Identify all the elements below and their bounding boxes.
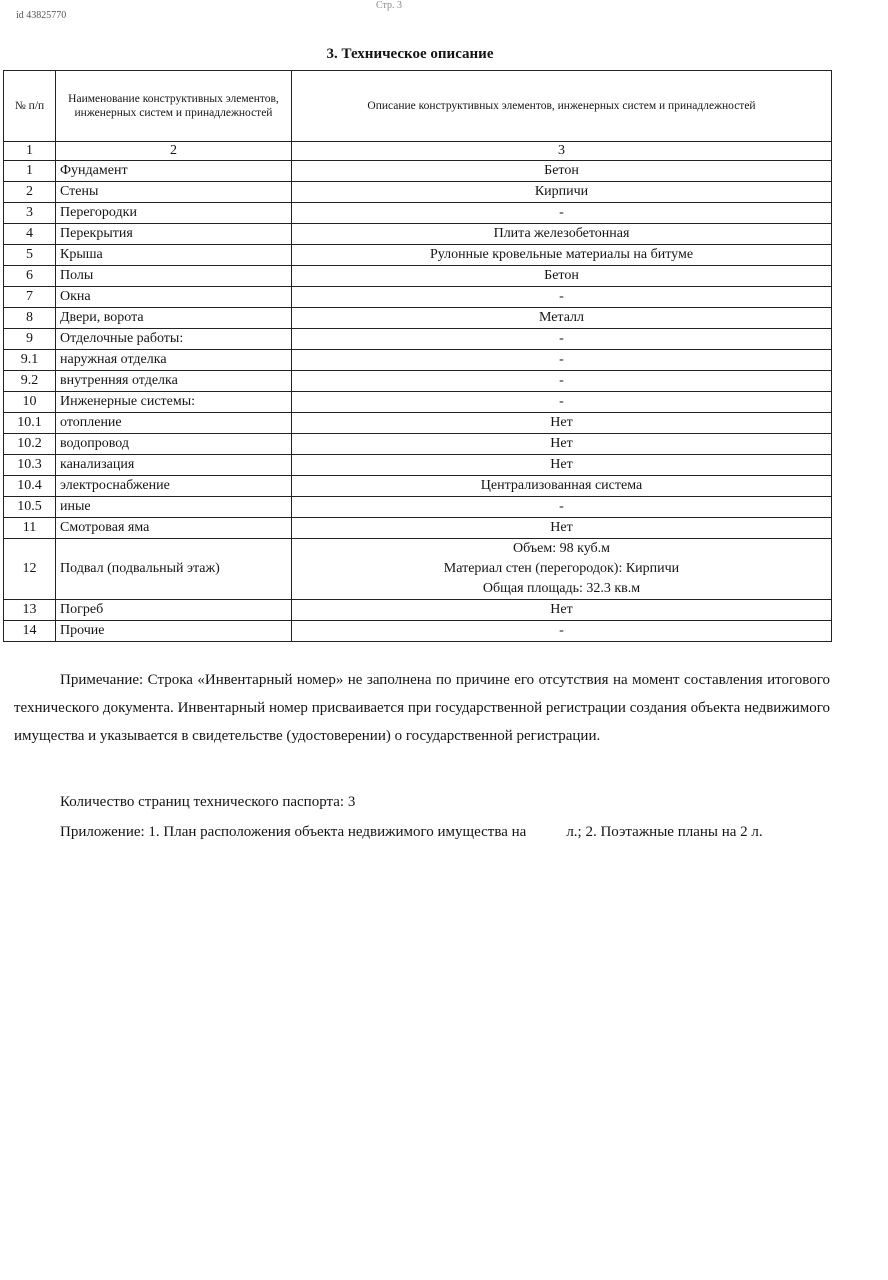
basement-detail-line: Объем: 98 куб.м <box>513 541 610 556</box>
row-number: 12 <box>4 539 56 600</box>
element-name: Смотровая яма <box>56 518 292 539</box>
table-row <box>4 350 832 371</box>
element-name: отопление <box>56 413 292 434</box>
table-row <box>4 245 832 266</box>
element-description: Плита железобетонная <box>292 224 832 245</box>
appendix-part-1: Приложение: 1. План расположения объекта недвижимого имущества на <box>60 824 527 840</box>
row-number: 5 <box>4 245 56 266</box>
row-number: 13 <box>4 600 56 621</box>
element-name: Крыша <box>56 245 292 266</box>
row-number: 1 <box>4 161 56 182</box>
section-title: 3. Техническое описание <box>326 46 494 62</box>
element-description: - <box>292 392 832 413</box>
table-row <box>4 371 832 392</box>
element-description: Нет <box>292 413 832 434</box>
page-marker: Стр. 3 <box>376 0 403 11</box>
table-row <box>4 497 832 518</box>
element-name: внутренняя отделка <box>56 371 292 392</box>
column-number-row <box>4 142 832 161</box>
element-description: Централизованная система <box>292 476 832 497</box>
table-row <box>4 539 832 600</box>
header-element-description: Описание конструктивных элементов, инженерных систем и принадлежностей <box>292 71 832 142</box>
element-description <box>292 539 832 600</box>
element-description: - <box>292 203 832 224</box>
element-description: Металл <box>292 308 832 329</box>
element-description: Кирпичи <box>292 182 832 203</box>
appendix-paragraph <box>14 818 830 846</box>
element-name: электроснабжение <box>56 476 292 497</box>
element-name: Двери, ворота <box>56 308 292 329</box>
element-description: - <box>292 621 832 642</box>
row-number: 4 <box>4 224 56 245</box>
element-description: - <box>292 287 832 308</box>
row-number: 2 <box>4 182 56 203</box>
table-row <box>4 434 832 455</box>
basement-detail-line: Общая площадь: 32.3 кв.м <box>482 581 641 596</box>
element-description: Рулонные кровельные материалы на битуме <box>292 245 832 266</box>
element-description: - <box>292 497 832 518</box>
table-row <box>4 329 832 350</box>
element-name: Подвал (подвальный этаж) <box>56 539 292 600</box>
element-name: наружная отделка <box>56 350 292 371</box>
table-row <box>4 224 832 245</box>
element-name: иные <box>56 497 292 518</box>
basement-detail-line: Материал стен (перегородок): Кирпичи <box>443 561 680 576</box>
table-row <box>4 287 832 308</box>
note-text: Примечание: Строка «Инвентарный номер» не заполнена по причине его отсутствия на момент составления итогового технического документа. Инвентарный номер присваивается при государственной регистрации создания объекта недвижимого имущества и указывается в свидетельстве (удостоверении) о государственной регистрации. <box>14 672 830 744</box>
table-header-row <box>4 71 832 142</box>
element-name: Прочие <box>56 621 292 642</box>
table-row <box>4 455 832 476</box>
row-number: 10.3 <box>4 455 56 476</box>
element-name: Инженерные системы: <box>56 392 292 413</box>
technical-description-table <box>3 70 832 642</box>
element-description: - <box>292 350 832 371</box>
row-number: 7 <box>4 287 56 308</box>
element-name: Фундамент <box>56 161 292 182</box>
row-number: 10.5 <box>4 497 56 518</box>
element-name: Окна <box>56 287 292 308</box>
note-paragraph <box>14 666 830 750</box>
element-description: Нет <box>292 600 832 621</box>
element-description: - <box>292 371 832 392</box>
element-description: Нет <box>292 455 832 476</box>
row-number: 6 <box>4 266 56 287</box>
element-description: Нет <box>292 434 832 455</box>
table-row <box>4 413 832 434</box>
table-row <box>4 392 832 413</box>
element-description: - <box>292 329 832 350</box>
row-number: 10.4 <box>4 476 56 497</box>
header-element-name: Наименование конструктивных элементов, инженерных систем и принадлежностей <box>56 71 292 142</box>
row-number: 8 <box>4 308 56 329</box>
document-id: id 43825770 <box>16 10 67 21</box>
row-number: 10.2 <box>4 434 56 455</box>
table-row <box>4 600 832 621</box>
header-number: № п/п <box>4 71 56 142</box>
element-name: Полы <box>56 266 292 287</box>
table-row <box>4 518 832 539</box>
element-description: Бетон <box>292 266 832 287</box>
row-number: 9.2 <box>4 371 56 392</box>
table-row <box>4 161 832 182</box>
element-name: водопровод <box>56 434 292 455</box>
element-description: Бетон <box>292 161 832 182</box>
element-name: Стены <box>56 182 292 203</box>
page-count-line: Количество страниц технического паспорта: 3 <box>60 794 356 810</box>
element-description: Нет <box>292 518 832 539</box>
column-number: 1 <box>4 142 56 161</box>
appendix-part-2: л.; 2. Поэтажные планы на 2 л. <box>566 824 763 840</box>
row-number: 10.1 <box>4 413 56 434</box>
element-name: Отделочные работы: <box>56 329 292 350</box>
row-number: 3 <box>4 203 56 224</box>
element-name: Перекрытия <box>56 224 292 245</box>
row-number: 14 <box>4 621 56 642</box>
table-row <box>4 621 832 642</box>
element-name: Погреб <box>56 600 292 621</box>
table-row <box>4 182 832 203</box>
element-name: канализация <box>56 455 292 476</box>
row-number: 10 <box>4 392 56 413</box>
column-number: 2 <box>56 142 292 161</box>
row-number: 11 <box>4 518 56 539</box>
row-number: 9 <box>4 329 56 350</box>
table-row <box>4 203 832 224</box>
row-number: 9.1 <box>4 350 56 371</box>
table-row <box>4 476 832 497</box>
column-number: 3 <box>292 142 832 161</box>
element-name: Перегородки <box>56 203 292 224</box>
table-row <box>4 308 832 329</box>
table-row <box>4 266 832 287</box>
